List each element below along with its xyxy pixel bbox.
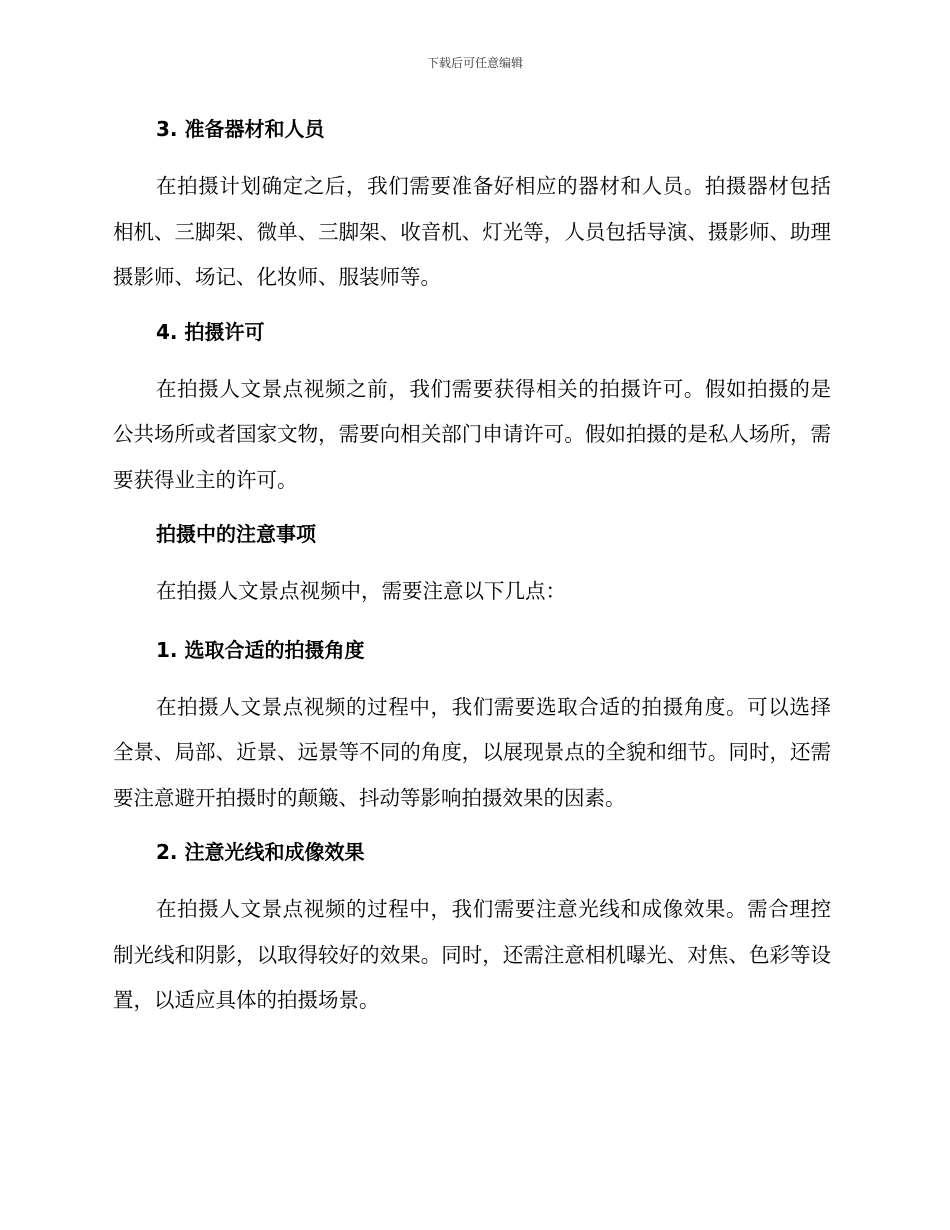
paragraph-angle: 在拍摄人文景点视频的过程中，我们需要选取合适的拍摄角度。可以选择全景、局部、近景、远景等不同的角度，以展现景点的全貌和细节。同时，还需要注意避开拍摄时的颠簸、抖动等影响拍摄效果的因素。 (113, 694, 831, 810)
document-body (113, 110, 831, 1036)
paragraph-permit: 在拍摄人文景点视频之前，我们需要获得相关的拍摄许可。假如拍摄的是公共场所或者国家文物，需要向相关部门申请许可。假如拍摄的是私人场所，需要获得业主的许可。 (113, 376, 831, 492)
paragraph-notes-intro: 在拍摄人文景点视频中，需要注意以下几点： (156, 579, 566, 603)
page-header: 下载后可任意编辑 (426, 56, 523, 70)
section-heading-angle: 1. 选取合适的拍摄角度 (156, 637, 365, 662)
section-heading-permit: 4. 拍摄许可 (156, 319, 265, 344)
paragraph-equipment: 在拍摄计划确定之后，我们需要准备好相应的器材和人员。拍摄器材包括相机、三脚架、微单、三脚架、收音机、灯光等，人员包括导演、摄影师、助理摄影师、场记、化妆师、服装师等。 (113, 174, 831, 289)
paragraph-lighting: 在拍摄人文景点视频的过程中，我们需要注意光线和成像效果。需合理控制光线和阴影，以取得较好的效果。同时，还需注意相机曝光、对焦、色彩等设置，以适应具体的拍摄场景。 (113, 897, 831, 1012)
section-heading-prepare-equipment: 3. 准备器材和人员 (156, 117, 325, 141)
section-heading-notes: 拍摄中的注意事项 (156, 522, 316, 546)
section-heading-lighting: 2. 注意光线和成像效果 (156, 840, 365, 864)
